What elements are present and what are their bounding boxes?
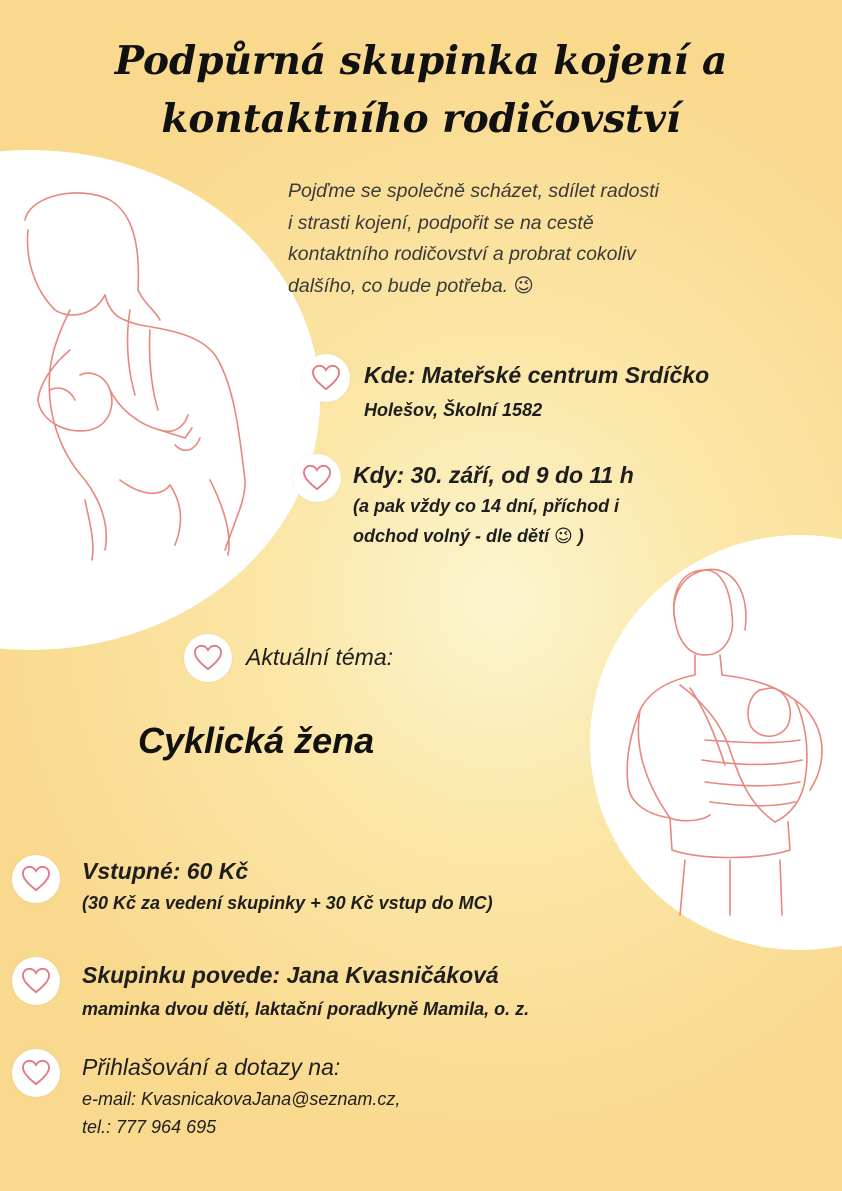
when-note-1: (a pak vždy co 14 dní, příchod i [353,496,620,516]
contact-label: Přihlašování a dotazy na: [82,1054,341,1080]
when-label: Kdy: 30. září, od 9 do 11 h [353,462,634,488]
heart-icon [184,634,232,682]
where-address: Holešov, Školní 1582 [364,400,543,420]
woman-babywearing-illustration [610,560,840,920]
page-title [40,32,802,148]
title-line-2: kontaktního rodičovství [161,96,681,142]
intro-paragraph [288,176,808,302]
intro-line-2: i strasti kojení, podpořit se na cestě [288,211,594,234]
heart-icon [12,1049,60,1097]
intro-line-4: dalšího, co bude potřeba. 😉 [288,274,534,297]
where-label: Kde: Mateřské centrum Srdíčko [364,362,710,388]
intro-line-1: Pojďme se společně scházet, sdílet radosti [288,180,659,202]
leader-note: maminka dvou dětí, laktační poradkyně Mamila, o. z. [82,999,530,1019]
topic-value: Cyklická žena [138,720,375,761]
heart-icon [12,855,60,903]
heart-icon [302,354,350,402]
contact-email[interactable]: e-mail: KvasnicakovaJana@seznam.cz, [82,1089,401,1109]
fee-label: Vstupné: 60 Kč [82,858,249,884]
fee-note: (30 Kč za vedení skupinky + 30 Kč vstup do MC) [82,893,493,913]
topic-label: Aktuální téma: [246,644,394,670]
heart-icon [293,454,341,502]
leader-label: Skupinku povede: Jana Kvasničáková [82,962,499,988]
woman-breastfeeding-illustration [10,180,290,580]
title-line-1: Podpůrná skupinka kojení a [114,38,728,84]
intro-line-3: kontaktního rodičovství a probrat cokoliv [288,243,636,265]
contact-phone[interactable]: tel.: 777 964 695 [82,1117,217,1137]
when-note-2: odchod volný - dle dětí 😉 ) [353,526,584,546]
heart-icon [12,957,60,1005]
